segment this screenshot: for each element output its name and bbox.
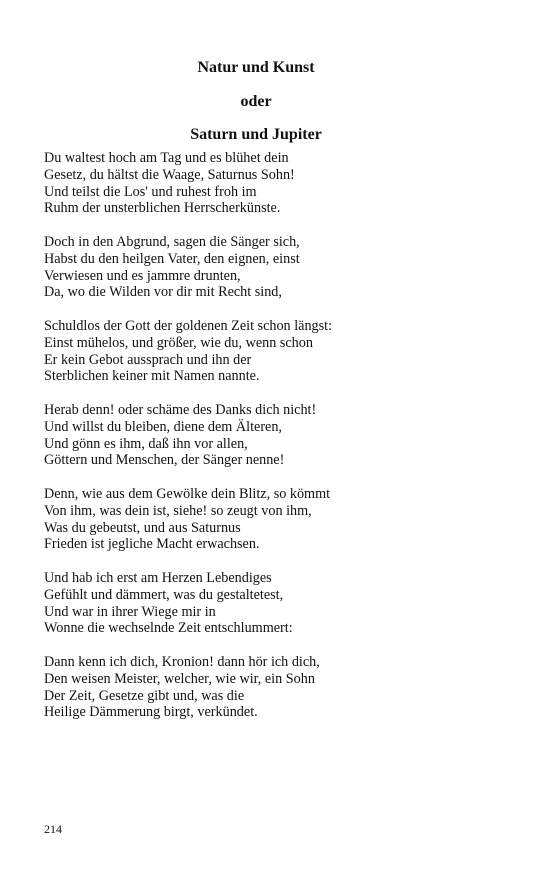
verse-line: Sterblichen keiner mit Namen nannte. (44, 368, 260, 385)
verse-line: Heilige Dämmerung birgt, verkündet. (44, 704, 258, 721)
verse-line: Du waltest hoch am Tag und es blühet dein (44, 150, 289, 166)
stanza (44, 486, 514, 553)
poem-title: Natur und Kunst (197, 59, 315, 76)
verse-line: Er kein Gebot aussprach und ihn der (44, 351, 252, 368)
verse-line: Verwiesen und es jammre drunten, (44, 267, 241, 284)
verse-line: Göttern und Menschen, der Sänger nenne! (44, 452, 285, 469)
poem-subtitle: Saturn und Jupiter (190, 126, 322, 143)
verse-line: Gesetz, du hältst die Waage, Saturnus Sohn! (44, 166, 295, 183)
page-number: 214 (44, 822, 62, 836)
verse-line: Gefühlt und dämmert, was du gestaltetest, (44, 586, 284, 603)
stanza (44, 150, 514, 217)
stanza (44, 654, 514, 721)
verse-line: Herab denn! oder schäme des Danks dich nicht! (44, 401, 317, 418)
verse-line: Was du gebeutst, und aus Saturnus (44, 519, 241, 536)
verse-line: Doch in den Abgrund, sagen die Sänger sich, (44, 233, 300, 250)
verse-line: Und war in ihrer Wiege mir in (44, 603, 216, 620)
verse-line: Frieden ist jegliche Macht erwachsen. (44, 536, 260, 553)
verse-line: Habst du den heilgen Vater, den eignen, einst (44, 250, 300, 267)
stanza (44, 570, 514, 637)
verse-line: Von ihm, was dein ist, siehe! so zeugt von ihm, (44, 502, 312, 519)
verse-line: Und gönn es ihm, daß ihn vor allen, (44, 435, 248, 452)
stanza (44, 234, 514, 301)
verse-line: Und teilst die Los' und ruhest froh im (44, 183, 257, 200)
verse-line: Denn, wie aus dem Gewölke dein Blitz, so kömmt (44, 485, 331, 502)
verse-line: Dann kenn ich dich, Kronion! dann hör ich dich, (44, 653, 320, 670)
stanza (44, 318, 514, 385)
verse-line: Ruhm der unsterblichen Herrscherkünste. (44, 200, 281, 217)
verse-line: Einst mühelos, und größer, wie du, wenn schon (44, 334, 313, 351)
verse-line: Den weisen Meister, welcher, wie wir, ein Sohn (44, 670, 315, 687)
verse-line: Und willst du bleiben, diene dem Älteren, (44, 418, 282, 435)
poem-body (44, 150, 514, 738)
verse-line: Der Zeit, Gesetze gibt und, was die (44, 687, 245, 704)
verse-line: Wonne die wechselnde Zeit entschlummert: (44, 620, 293, 637)
poem-title-connector: oder (240, 93, 272, 110)
verse-line: Und hab ich erst am Herzen Lebendiges (44, 569, 272, 586)
verse-line: Da, wo die Wilden vor dir mit Recht sind, (44, 284, 282, 301)
verse-line: Schuldlos der Gott der goldenen Zeit schon längst: (44, 317, 333, 334)
stanza (44, 402, 514, 469)
